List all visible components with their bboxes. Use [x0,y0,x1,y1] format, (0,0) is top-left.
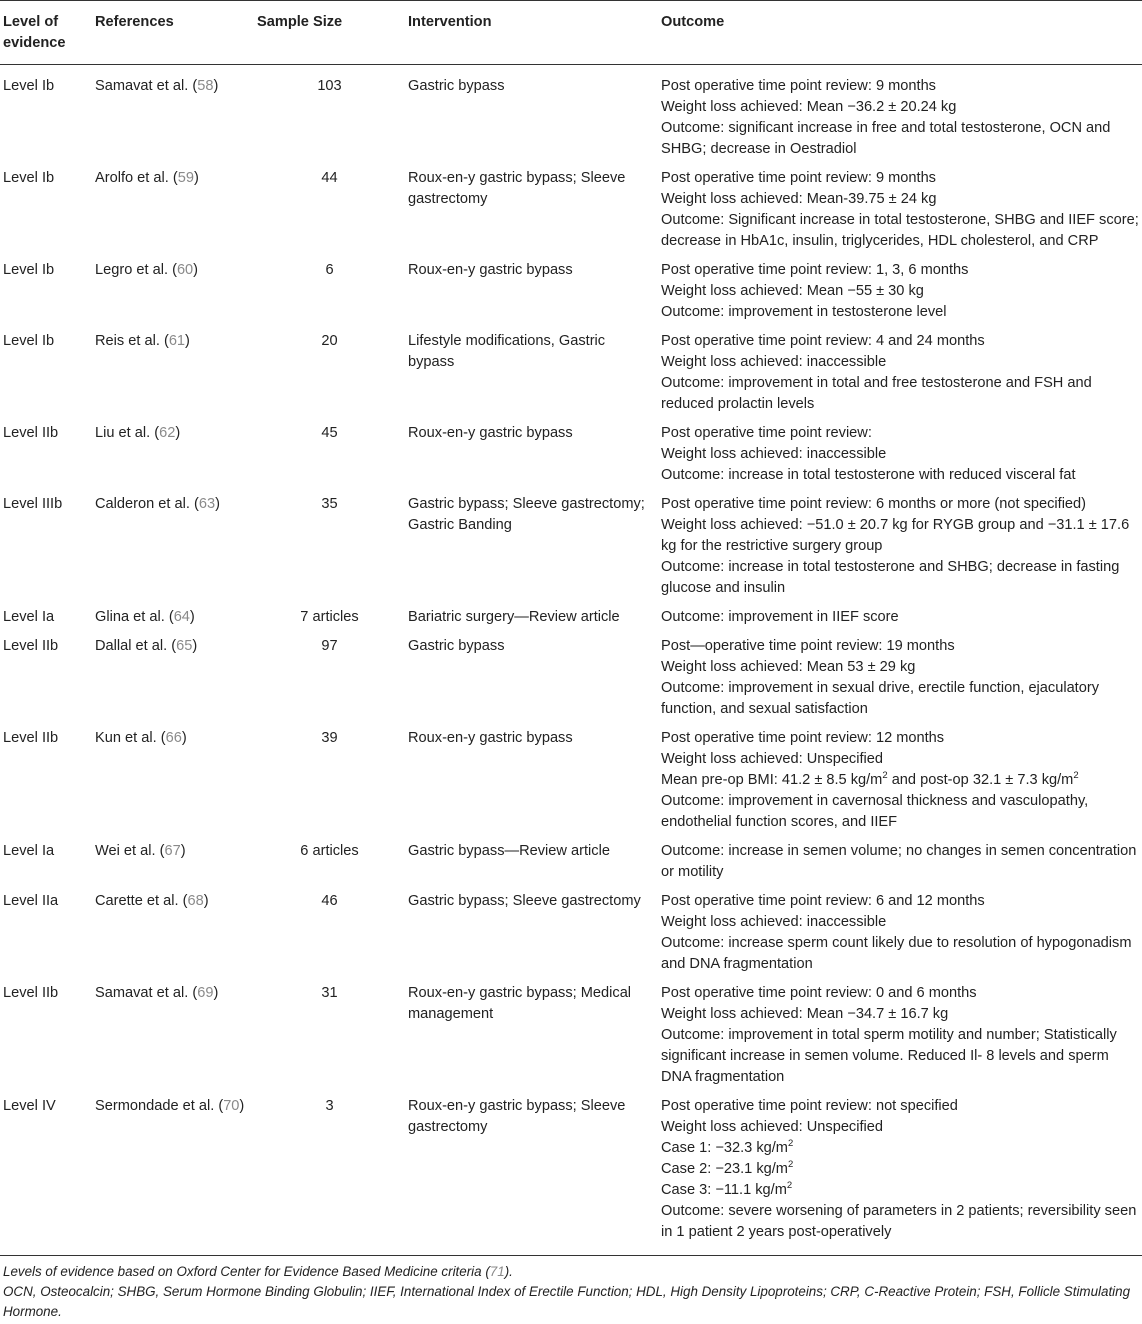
outcome-line: Post operative time point review: 4 and 24 months [661,333,985,349]
outcome-cell [658,65,1142,165]
level-of-evidence: Level IIb [3,425,59,441]
sample-size-cell [254,979,405,1092]
intervention: Lifestyle modifications, Gastric bypass [408,333,606,370]
citation-link[interactable]: 68 [187,893,204,909]
citation-link[interactable]: 61 [168,333,186,349]
reference-close: ) [175,425,181,441]
outcome-line: Post operative time point review: not specified [661,1098,958,1114]
reference-author: Dallal et al. ( [95,638,177,654]
outcome-line: Outcome: increase in semen volume; no changes in semen concentration or motility [661,843,1137,880]
outcome-cell [658,327,1142,419]
intervention-cell [405,490,658,603]
level-cell [0,724,92,837]
outcome-line: Outcome: improvement in sexual drive, erectile function, ejaculatory function, and sexual satisfaction [661,680,1100,717]
reference-author: Reis et al. ( [95,333,169,349]
outcome-line: Outcome: increase in total testosterone with reduced visceral fat [661,467,1076,483]
reference-close: ) [185,333,190,349]
header-outcome: Outcome [658,1,1142,65]
reference-close: ) [180,843,186,859]
outcome-line: Weight loss achieved: −51.0 ± 20.7 kg for RYGB group and −31.1 ± 17.6 kg for the restrictive surgery group [661,517,1130,554]
citation-link[interactable]: 71 [489,1264,505,1279]
reference-close: ) [239,1098,245,1114]
reference-close: ) [192,638,198,654]
citation-link[interactable]: 70 [223,1098,240,1114]
table-row [0,632,1142,724]
outcome-line-bmi [661,770,1139,791]
footnote-abbreviations: OCN, Osteocalcin; SHBG, Serum Hormone Binding Globulin; IIEF, International Index of Erectile Function; HDL, High Density Lipoproteins; CRP, C-Reactive Protein; FSH, Follicle Stimulating Hormone. [3,1284,1131,1319]
sample-size: 6 articles [300,843,359,859]
citation-link[interactable]: 60 [176,262,194,278]
footnote-levels: Levels of evidence based on Oxford Center for Evidence Based Medicine criteria (71). [3,1264,513,1279]
table-row [0,979,1142,1092]
level-of-evidence: Level IIb [3,730,59,746]
level-cell [0,887,92,979]
intervention-cell [405,327,658,419]
sample-size-cell [254,1092,405,1256]
outcome-cell [658,164,1142,256]
outcome-line: Post—operative time point review: 19 months [661,638,955,654]
outcome-cell [658,887,1142,979]
reference-author: Sermondade et al. ( [95,1098,224,1114]
level-of-evidence: Level IIb [3,638,59,654]
sample-size: 44 [321,170,338,186]
reference-close: ) [213,985,219,1001]
outcome-line: Weight loss achieved: inaccessible [661,354,887,370]
reference-cell [92,887,254,979]
intervention: Roux-en-y gastric bypass [408,262,573,278]
reference-author: Legro et al. ( [95,262,177,278]
header-level: Level of evidence [0,1,92,65]
citation-link[interactable]: 62 [159,425,176,441]
outcome-line-case [661,1138,1139,1159]
intervention: Gastric bypass—Review article [408,843,610,859]
table-row [0,327,1142,419]
sample-size: 103 [317,78,342,94]
bmi-text: Mean pre-op BMI: 41.2 ± 8.5 kg/m [661,772,883,788]
reference-close: ) [193,170,199,186]
reference-author: Kun et al. ( [95,730,166,746]
level-of-evidence: Level Ib [3,170,55,186]
reference-author: Calderon et al. ( [95,496,199,512]
level-cell [0,327,92,419]
superscript: 2 [882,770,888,781]
outcome-cell [658,603,1142,632]
table-row [0,65,1142,165]
superscript: 2 [1073,770,1079,781]
intervention: Gastric bypass [408,638,505,654]
outcome-line: Post operative time point review: 9 months [661,78,936,94]
header-intervention: Intervention [405,1,658,65]
outcome-line: Outcome: improvement in IIEF score [661,609,899,625]
outcome-line: Weight loss achieved: inaccessible [661,914,887,930]
sample-size-cell [254,837,405,887]
reference-cell [92,164,254,256]
level-of-evidence: Level IV [3,1098,56,1114]
reference-author: Carette et al. ( [95,893,188,909]
level-cell [0,65,92,165]
level-cell [0,419,92,490]
reference-author: Arolfo et al. ( [95,170,178,186]
superscript: 2 [787,1138,794,1149]
sample-size: 39 [321,730,338,746]
sample-size-cell [254,632,405,724]
outcome-line: Weight loss achieved: Mean 53 ± 29 kg [661,659,916,675]
table-row [0,603,1142,632]
reference-cell [92,632,254,724]
table-row [0,490,1142,603]
table-row [0,256,1142,327]
intervention: Roux-en-y gastric bypass; Sleeve gastrectomy [408,170,626,207]
level-of-evidence: Level Ia [3,843,55,859]
reference-close: ) [189,609,195,625]
header-sample-size: Sample Size [254,1,405,65]
reference-author: Liu et al. ( [95,425,160,441]
sample-size-cell [254,724,405,837]
reference-cell [92,419,254,490]
table-row [0,724,1142,837]
level-cell [0,164,92,256]
outcome-line: Outcome: improvement in cavernosal thickness and vasculopathy, endothelial function scores, and IIEF [661,793,1089,830]
outcome-line-case [661,1180,1139,1201]
intervention-cell [405,65,658,165]
intervention: Gastric bypass; Sleeve gastrectomy [408,893,641,909]
intervention: Roux-en-y gastric bypass; Medical management [408,985,632,1022]
citation-link[interactable]: 69 [197,985,214,1001]
table-row [0,419,1142,490]
intervention-cell [405,603,658,632]
reference-author: Glina et al. ( [95,609,174,625]
level-cell [0,632,92,724]
level-cell [0,603,92,632]
level-of-evidence: Level IIb [3,985,59,1001]
sample-size: 6 [325,262,334,278]
sample-size-cell [254,887,405,979]
reference-cell [92,65,254,165]
reference-author: Samavat et al. ( [95,985,198,1001]
level-of-evidence: Level Ib [3,262,55,278]
sample-size-cell [254,327,405,419]
outcome-line: Post operative time point review: 9 months [661,170,936,186]
intervention-cell [405,1092,658,1256]
outcome-line: Outcome: improvement in total and free testosterone and FSH and reduced prolactin levels [661,375,1092,412]
sample-size-cell [254,65,405,165]
intervention: Roux-en-y gastric bypass [408,425,573,441]
case-text: Case 2: −23.1 kg/m [661,1161,788,1177]
outcome-cell [658,979,1142,1092]
outcome-line: Weight loss achieved: Unspecified [661,1119,883,1135]
outcome-line: Outcome: increase sperm count likely due to resolution of hypogonadism and DNA fragmentation [661,935,1132,972]
table-row [0,164,1142,256]
outcome-line: Weight loss achieved: Mean-39.75 ± 24 kg [661,191,937,207]
reference-cell [92,724,254,837]
outcome-cell [658,632,1142,724]
intervention: Bariatric surgery—Review article [408,609,620,625]
citation-link[interactable]: 63 [198,496,216,512]
table-footnotes [0,1256,1142,1322]
superscript: 2 [787,1159,794,1170]
outcome-line: Post operative time point review: 12 months [661,730,945,746]
table-row [0,1092,1142,1256]
table-header-row [0,1,1142,65]
level-cell [0,1092,92,1256]
citation-link[interactable]: 65 [176,638,193,654]
reference-author: Wei et al. ( [95,843,165,859]
level-cell [0,256,92,327]
level-of-evidence: Level IIa [3,893,59,909]
outcome-line: Outcome: severe worsening of parameters in 2 patients; reversibility seen in 1 patient 2 years post-operatively [661,1203,1137,1240]
intervention: Gastric bypass; Sleeve gastrectomy; Gastric Banding [408,496,645,533]
table-row [0,837,1142,887]
outcome-line: Weight loss achieved: inaccessible [661,446,887,462]
intervention-cell [405,164,658,256]
outcome-cell [658,837,1142,887]
citation-link[interactable]: 67 [164,843,181,859]
sample-size: 20 [321,333,338,349]
outcome-cell [658,419,1142,490]
intervention-cell [405,419,658,490]
outcome-line-case [661,1159,1139,1180]
case-text: Case 1: −32.3 kg/m [661,1140,788,1156]
reference-cell [92,490,254,603]
intervention: Gastric bypass [408,78,505,94]
intervention-cell [405,724,658,837]
reference-cell [92,603,254,632]
outcome-cell [658,490,1142,603]
intervention-cell [405,887,658,979]
sample-size: 45 [321,425,338,441]
reference-close: ) [215,496,220,512]
sample-size: 31 [321,985,338,1001]
sample-size: 97 [321,638,338,654]
outcome-cell [658,256,1142,327]
sample-size-cell [254,164,405,256]
sample-size: 46 [321,893,338,909]
intervention-cell [405,256,658,327]
case-text: Case 3: −11.1 kg/m [661,1182,787,1198]
outcome-line: Post operative time point review: 0 and 6 months [661,985,977,1001]
sample-size-cell [254,419,405,490]
reference-cell [92,327,254,419]
outcome-line: Outcome: improvement in testosterone level [661,304,947,320]
intervention-cell [405,979,658,1092]
reference-close: ) [193,262,199,278]
sample-size-cell [254,256,405,327]
outcome-line: Weight loss achieved: Mean −34.7 ± 16.7 kg [661,1006,949,1022]
outcome-line: Weight loss achieved: Unspecified [661,751,883,767]
outcome-line: Post operative time point review: 1, 3, 6 months [661,262,969,278]
level-cell [0,490,92,603]
level-of-evidence: Level IIIb [3,496,63,512]
level-cell [0,837,92,887]
level-of-evidence: Level Ib [3,333,55,349]
reference-close: ) [181,730,187,746]
level-cell [0,979,92,1092]
level-of-evidence: Level Ia [3,609,55,625]
outcome-line: Post operative time point review: 6 and 12 months [661,893,985,909]
outcome-cell [658,1092,1142,1256]
level-of-evidence: Level Ib [3,78,55,94]
citation-link[interactable]: 66 [165,730,182,746]
intervention: Roux-en-y gastric bypass [408,730,573,746]
bmi-text: and post-op 32.1 ± 7.3 kg/m [887,772,1074,788]
outcome-line: Outcome: significant increase in free and total testosterone, OCN and SHBG; decrease in Oestradiol [661,120,1111,157]
outcome-line: Weight loss achieved: Mean −36.2 ± 20.24 kg [661,99,957,115]
reference-cell [92,1092,254,1256]
reference-close: ) [213,78,219,94]
sample-size-cell [254,603,405,632]
sample-size: 3 [325,1098,334,1114]
outcome-line: Weight loss achieved: Mean −55 ± 30 kg [661,283,924,299]
superscript: 2 [786,1180,793,1191]
outcome-cell [658,724,1142,837]
citation-link[interactable]: 59 [177,170,194,186]
table-row [0,887,1142,979]
outcome-line: Post operative time point review: [661,425,872,441]
intervention: Roux-en-y gastric bypass; Sleeve gastrectomy [408,1098,626,1135]
citation-link[interactable]: 64 [173,609,190,625]
reference-cell [92,256,254,327]
sample-size: 35 [321,496,338,512]
outcome-line: Outcome: increase in total testosterone and SHBG; decrease in fasting glucose and insulin [661,559,1120,596]
outcome-line: Outcome: Significant increase in total testosterone, SHBG and IIEF score; decrease in HbA1c, insulin, triglycerides, HDL cholesterol, and CRP [661,212,1139,249]
reference-author: Samavat et al. ( [95,78,198,94]
reference-close: ) [203,893,209,909]
reference-cell [92,837,254,887]
outcome-line: Outcome: improvement in total sperm motility and number; Statistically significant increase in semen volume. Reduced Il- 8 levels and sperm DNA fragmentation [661,1027,1117,1085]
outcome-line: Post operative time point review: 6 months or more (not specified) [661,496,1087,512]
sample-size-cell [254,490,405,603]
intervention-cell [405,632,658,724]
reference-cell [92,979,254,1092]
intervention-cell [405,837,658,887]
citation-link[interactable]: 58 [197,78,214,94]
sample-size: 7 articles [300,609,359,625]
header-references: References [92,1,254,65]
